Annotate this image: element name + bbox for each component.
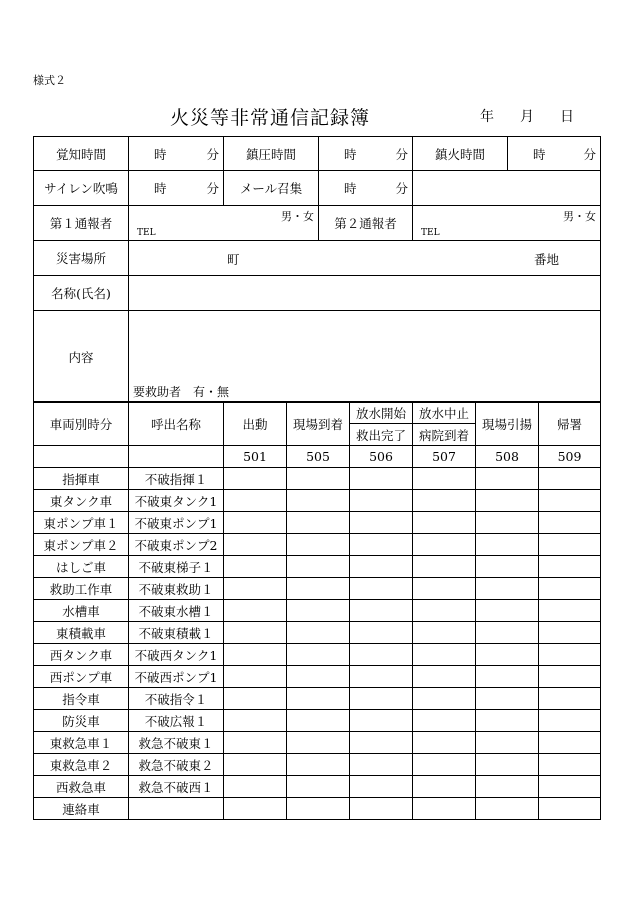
vehicle-row <box>34 578 601 600</box>
time-entry-cell[interactable] <box>350 688 413 710</box>
vehicle-callsign: 不破東救助１ <box>129 578 224 600</box>
code-spacer <box>34 446 129 468</box>
extinguish-time-field[interactable]: 時 分 <box>508 137 601 171</box>
time-entry-cell[interactable] <box>539 490 601 512</box>
time-entry-cell[interactable] <box>350 468 413 490</box>
vehicle-name: 水槽車 <box>34 600 129 622</box>
vehicle-column-header: 車両別時分 <box>34 402 129 446</box>
time-entry-cell[interactable] <box>476 468 539 490</box>
vehicle-name: 西ポンプ車 <box>34 666 129 688</box>
time-entry-cell[interactable] <box>413 644 476 666</box>
time-entry-cell[interactable] <box>350 732 413 754</box>
content-label: 内容 <box>34 311 129 403</box>
return-column-header: 帰署 <box>539 402 601 446</box>
reporter2-tel: TEL <box>421 228 440 238</box>
vehicle-callsign: 不破広報１ <box>129 710 224 732</box>
vehicle-row <box>34 754 601 776</box>
time-entry-cell[interactable] <box>539 534 601 556</box>
time-entry-cell[interactable] <box>413 512 476 534</box>
time-entry-cell[interactable] <box>287 732 350 754</box>
time-entry-cell[interactable] <box>539 710 601 732</box>
vehicle-row <box>34 600 601 622</box>
rescue-needed-label: 要救助者 有・無 <box>133 385 230 399</box>
time-entry-cell[interactable] <box>539 622 601 644</box>
suppression-time-field[interactable]: 時 分 <box>319 137 413 171</box>
time-entry-cell[interactable] <box>476 644 539 666</box>
time-entry-cell[interactable] <box>413 556 476 578</box>
time-entry-cell[interactable] <box>224 644 287 666</box>
time-entry-cell[interactable] <box>413 798 476 820</box>
vehicle-name: 東積載車 <box>34 622 129 644</box>
suppression-time-label: 鎮圧時間 <box>224 137 319 171</box>
vehicle-name: 救助工作車 <box>34 578 129 600</box>
time-entry-cell[interactable] <box>224 776 287 798</box>
reporter1-label: 第１通報者 <box>34 206 129 241</box>
water-stop-column-header: 放水中止 <box>413 402 476 424</box>
time-entry-cell[interactable] <box>476 600 539 622</box>
time-entry-cell[interactable] <box>476 776 539 798</box>
withdraw-column-header: 現場引揚 <box>476 402 539 446</box>
vehicle-name: 指揮車 <box>34 468 129 490</box>
vehicle-row <box>34 468 601 490</box>
vehicle-callsign: 不破東ポンプ1 <box>129 512 224 534</box>
mail-call-label: メール召集 <box>224 171 319 206</box>
status-code: 501 <box>224 446 287 468</box>
time-entry-cell[interactable] <box>287 600 350 622</box>
vehicle-row <box>34 710 601 732</box>
vehicle-callsign: 不破東タンク1 <box>129 490 224 512</box>
status-code: 507 <box>413 446 476 468</box>
hospital-column-header: 病院到着 <box>413 424 476 446</box>
time-entry-cell[interactable] <box>413 776 476 798</box>
town-label: 町 <box>227 252 240 267</box>
time-entry-cell[interactable] <box>413 468 476 490</box>
vehicle-row <box>34 666 601 688</box>
time-entry-cell[interactable] <box>224 622 287 644</box>
reporter1-tel: TEL <box>137 228 156 238</box>
time-entry-cell[interactable] <box>413 754 476 776</box>
time-entry-cell[interactable] <box>539 512 601 534</box>
time-entry-cell[interactable] <box>287 644 350 666</box>
vehicle-row <box>34 798 601 820</box>
vehicle-name: 東タンク車 <box>34 490 129 512</box>
vehicle-row <box>34 644 601 666</box>
time-entry-cell[interactable] <box>350 512 413 534</box>
time-entry-cell[interactable] <box>476 666 539 688</box>
time-entry-cell[interactable] <box>413 666 476 688</box>
time-entry-cell[interactable] <box>350 644 413 666</box>
vehicle-name: 指令車 <box>34 688 129 710</box>
time-entry-cell[interactable] <box>287 578 350 600</box>
time-entry-cell[interactable] <box>224 688 287 710</box>
time-entry-cell[interactable] <box>539 666 601 688</box>
siren-label: サイレン吹鳴 <box>34 171 129 206</box>
time-entry-cell[interactable] <box>224 490 287 512</box>
time-entry-cell[interactable] <box>413 622 476 644</box>
time-entry-cell[interactable] <box>224 600 287 622</box>
time-entry-cell[interactable] <box>350 776 413 798</box>
reporter2-gender[interactable]: 男・女 <box>563 210 596 223</box>
time-entry-cell[interactable] <box>476 798 539 820</box>
vehicle-row <box>34 732 601 754</box>
time-entry-cell[interactable] <box>287 622 350 644</box>
time-entry-cell[interactable] <box>224 732 287 754</box>
vehicle-callsign: 救急不破東２ <box>129 754 224 776</box>
time-entry-cell[interactable] <box>539 556 601 578</box>
time-entry-cell[interactable] <box>539 600 601 622</box>
vehicle-callsign: 救急不破東１ <box>129 732 224 754</box>
name-label: 名称(氏名) <box>34 276 129 311</box>
status-code: 506 <box>350 446 413 468</box>
callsign-column-header: 呼出名称 <box>129 402 224 446</box>
date-day-label: 日 <box>560 109 574 125</box>
time-entry-cell[interactable] <box>413 534 476 556</box>
time-entry-cell[interactable] <box>224 578 287 600</box>
time-entry-cell[interactable] <box>539 776 601 798</box>
time-entry-cell[interactable] <box>539 468 601 490</box>
time-entry-cell[interactable] <box>287 490 350 512</box>
rescue-done-column-header: 救出完了 <box>350 424 413 446</box>
time-entry-cell[interactable] <box>413 490 476 512</box>
time-entry-cell[interactable] <box>476 556 539 578</box>
time-entry-cell[interactable] <box>287 688 350 710</box>
reporter1-gender[interactable]: 男・女 <box>281 210 314 223</box>
vehicle-name: 防災車 <box>34 710 129 732</box>
vehicle-name: 東救急車１ <box>34 732 129 754</box>
time-entry-cell[interactable] <box>476 490 539 512</box>
reporter2-label: 第２通報者 <box>319 206 413 241</box>
time-entry-cell[interactable] <box>224 666 287 688</box>
vehicle-callsign: 不破指揮１ <box>129 468 224 490</box>
mail-call-time-field[interactable]: 時 分 <box>319 171 413 206</box>
time-entry-cell[interactable] <box>476 578 539 600</box>
time-entry-cell[interactable] <box>350 666 413 688</box>
vehicle-callsign: 不破東積載１ <box>129 622 224 644</box>
vehicle-name: 東救急車２ <box>34 754 129 776</box>
water-start-column-header: 放水開始 <box>350 402 413 424</box>
vehicle-callsign: 不破東梯子１ <box>129 556 224 578</box>
vehicle-name: 西救急車 <box>34 776 129 798</box>
time-entry-cell[interactable] <box>287 710 350 732</box>
vehicle-name: 西タンク車 <box>34 644 129 666</box>
time-entry-cell[interactable] <box>350 798 413 820</box>
time-entry-cell[interactable] <box>224 556 287 578</box>
time-entry-cell[interactable] <box>476 534 539 556</box>
extinguish-time-label: 鎮火時間 <box>413 137 508 171</box>
awareness-time-label: 覚知時間 <box>34 137 129 171</box>
time-entry-cell[interactable] <box>350 490 413 512</box>
vehicle-name: 東ポンプ車１ <box>34 512 129 534</box>
time-entry-cell[interactable] <box>539 644 601 666</box>
time-entry-cell[interactable] <box>287 798 350 820</box>
incident-info-table <box>33 136 601 403</box>
content-field[interactable] <box>129 311 601 403</box>
time-entry-cell[interactable] <box>287 468 350 490</box>
time-entry-cell[interactable] <box>476 754 539 776</box>
vehicle-row <box>34 512 601 534</box>
time-entry-cell[interactable] <box>287 666 350 688</box>
time-entry-cell[interactable] <box>476 512 539 534</box>
time-entry-cell[interactable] <box>287 776 350 798</box>
time-entry-cell[interactable] <box>224 468 287 490</box>
time-entry-cell[interactable] <box>413 732 476 754</box>
time-entry-cell[interactable] <box>413 578 476 600</box>
time-entry-cell[interactable] <box>287 512 350 534</box>
page-title: 火災等非常通信記録簿 <box>170 107 371 129</box>
blank-field[interactable] <box>413 171 601 206</box>
time-entry-cell[interactable] <box>476 710 539 732</box>
vehicle-row <box>34 534 601 556</box>
vehicle-name: 連絡車 <box>34 798 129 820</box>
dispatch-table <box>33 401 601 820</box>
time-entry-cell[interactable] <box>539 754 601 776</box>
reporter1-field[interactable] <box>129 206 319 241</box>
time-entry-cell[interactable] <box>476 688 539 710</box>
vehicle-callsign: 不破東ポンプ2 <box>129 534 224 556</box>
time-entry-cell[interactable] <box>224 710 287 732</box>
time-entry-cell[interactable] <box>413 600 476 622</box>
time-entry-cell[interactable] <box>476 732 539 754</box>
status-code: 509 <box>539 446 601 468</box>
reporter2-field[interactable] <box>413 206 601 241</box>
time-entry-cell[interactable] <box>287 754 350 776</box>
time-entry-cell[interactable] <box>539 578 601 600</box>
time-entry-cell[interactable] <box>224 534 287 556</box>
name-field[interactable] <box>129 276 601 311</box>
vehicle-callsign <box>129 798 224 820</box>
departure-column-header: 出動 <box>224 402 287 446</box>
vehicle-row <box>34 556 601 578</box>
time-entry-cell[interactable] <box>224 512 287 534</box>
date-month-label: 月 <box>520 109 534 125</box>
time-entry-cell[interactable] <box>413 688 476 710</box>
time-entry-cell[interactable] <box>350 754 413 776</box>
vehicle-callsign: 不破西ポンプ1 <box>129 666 224 688</box>
vehicle-row <box>34 776 601 798</box>
status-code: 508 <box>476 446 539 468</box>
time-entry-cell[interactable] <box>350 578 413 600</box>
time-entry-cell[interactable] <box>224 754 287 776</box>
vehicle-callsign: 不破指令１ <box>129 688 224 710</box>
awareness-time-field[interactable]: 時 分 <box>129 137 224 171</box>
time-entry-cell[interactable] <box>350 710 413 732</box>
time-entry-cell[interactable] <box>350 534 413 556</box>
vehicle-name: 東ポンプ車２ <box>34 534 129 556</box>
location-field[interactable] <box>129 241 601 276</box>
arrival-column-header: 現場到着 <box>287 402 350 446</box>
time-entry-cell[interactable] <box>413 710 476 732</box>
vehicle-callsign: 不破西タンク1 <box>129 644 224 666</box>
time-entry-cell[interactable] <box>287 534 350 556</box>
siren-time-field[interactable]: 時 分 <box>129 171 224 206</box>
code-spacer <box>129 446 224 468</box>
time-entry-cell[interactable] <box>476 622 539 644</box>
date-year-label: 年 <box>480 109 494 125</box>
vehicle-name: はしご車 <box>34 556 129 578</box>
time-entry-cell[interactable] <box>350 556 413 578</box>
time-entry-cell[interactable] <box>539 798 601 820</box>
time-entry-cell[interactable] <box>350 600 413 622</box>
vehicle-callsign: 不破東水槽１ <box>129 600 224 622</box>
vehicle-row <box>34 490 601 512</box>
form-number-label: 様式２ <box>33 74 66 87</box>
time-entry-cell[interactable] <box>539 732 601 754</box>
time-entry-cell[interactable] <box>539 688 601 710</box>
vehicle-row <box>34 688 601 710</box>
time-entry-cell[interactable] <box>224 798 287 820</box>
lot-label: 番地 <box>534 252 560 267</box>
status-code: 505 <box>287 446 350 468</box>
time-entry-cell[interactable] <box>287 556 350 578</box>
vehicle-callsign: 救急不破西１ <box>129 776 224 798</box>
time-entry-cell[interactable] <box>350 622 413 644</box>
location-label: 災害場所 <box>34 241 129 276</box>
vehicle-row <box>34 622 601 644</box>
